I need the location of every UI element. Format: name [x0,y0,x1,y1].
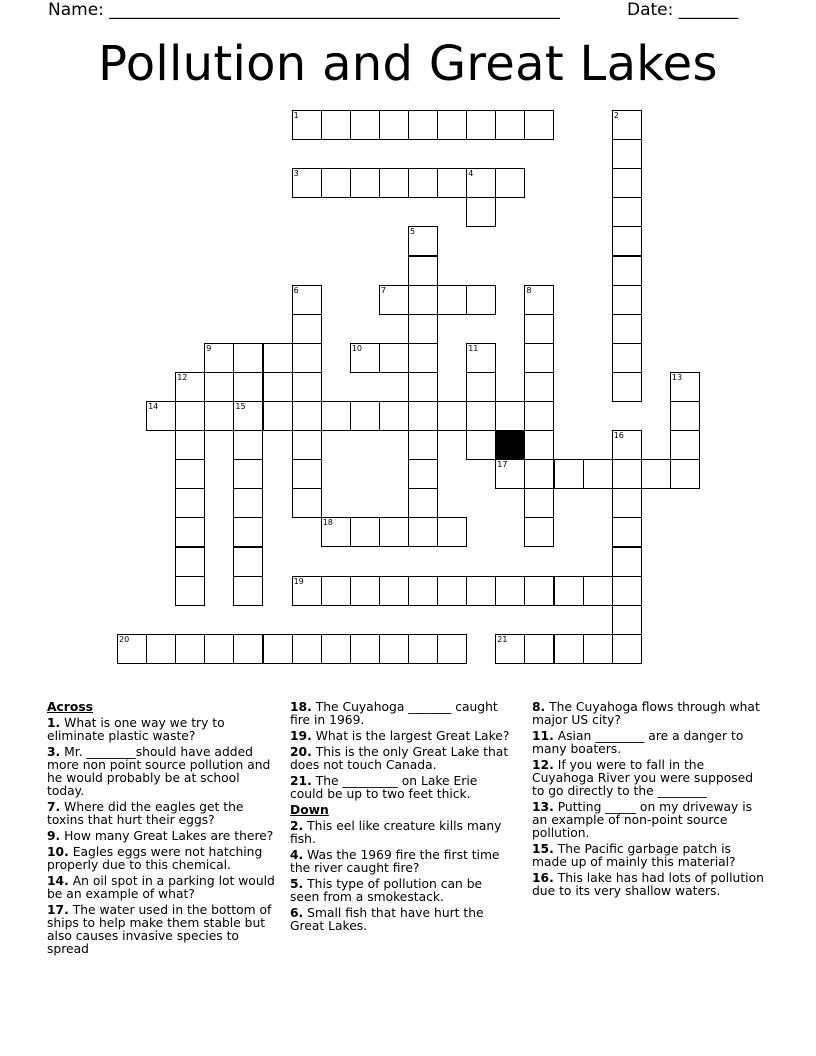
grid-cell[interactable] [350,168,380,198]
clue-across-3: 3. Mr. ________should have added more non point source pollution and he would probably be at school today. [47,745,271,798]
grid-cell[interactable] [175,430,205,460]
grid-cell[interactable] [670,459,700,489]
grid-cell[interactable] [408,488,438,518]
grid-cell[interactable] [263,343,293,373]
grid-cell[interactable] [408,226,438,256]
grid-cell[interactable] [670,401,700,431]
grid-cell[interactable] [466,110,496,140]
clue-across-7: 7. Where did the eagles get the toxins that hurt their eggs? [47,800,244,827]
clue-column-3 [532,701,768,901]
grid-cell[interactable] [612,430,642,460]
grid-cell[interactable] [495,634,525,664]
grid-cell[interactable] [175,372,205,402]
grid-cell[interactable] [408,285,438,315]
grid-cell[interactable] [495,459,525,489]
grid-cell[interactable] [350,517,380,547]
grid-cell[interactable] [408,634,438,664]
clue-down-5: 5. This type of pollution can be seen from a smokestack. [290,877,483,904]
down-heading: Down [290,803,329,817]
grid-cell[interactable] [233,547,263,577]
clue-number: 7 [380,285,386,295]
grid-cell[interactable] [263,372,293,402]
clue-number: 12 [177,372,188,382]
grid-cell[interactable] [437,517,467,547]
grid-cell[interactable] [670,430,700,460]
grid-cell[interactable] [612,226,642,256]
grid-cell[interactable] [379,168,409,198]
name-field[interactable] [48,0,560,20]
grid-cell[interactable] [466,576,496,606]
grid-cell[interactable] [204,634,234,664]
grid-cell[interactable] [612,256,642,286]
name-blank[interactable]: _____________________________________________________ [109,0,560,20]
grid-cell[interactable] [524,576,554,606]
grid-cell[interactable] [408,256,438,286]
clue-down-4: 4. Was the 1969 fire the first time the river caught fire? [290,848,500,875]
grid-cell[interactable] [175,459,205,489]
grid-cell[interactable] [350,634,380,664]
grid-cell[interactable] [233,343,263,373]
date-blank[interactable]: _______ [678,0,739,20]
grid-cell[interactable] [408,372,438,402]
clue-number: 21 [497,634,508,644]
grid-cell[interactable] [379,401,409,431]
clue-across-21: 21. The _________ on Lake Erie could be up to two feet thick. [290,774,478,801]
grid-cell[interactable] [437,634,467,664]
grid-cell[interactable] [292,372,322,402]
grid-cell[interactable] [612,139,642,169]
clue-down-8: 8. The Cuyahoga flows through what major US city? [532,700,760,727]
grid-cell[interactable] [321,401,351,431]
grid-cell[interactable] [379,576,409,606]
clue-number: 4 [468,169,474,179]
grid-cell[interactable] [612,343,642,373]
clue-number: 17 [497,460,508,470]
grid-cell[interactable] [292,314,322,344]
grid-cell[interactable] [437,110,467,140]
grid-cell[interactable] [437,401,467,431]
grid-cell[interactable] [350,343,380,373]
clue-down-12: 12. If you were to fall in the Cuyahoga River you were supposed to go directly to the ________ [532,758,754,798]
grid-cell[interactable] [233,459,263,489]
clue-across-20: 20. This is the only Great Lake that does not touch Canada. [290,745,509,772]
grid-cell[interactable] [233,576,263,606]
clue-across-17: 17. The water used in the bottom of ships to help make them stable but also causes invasive species to spread [47,903,272,956]
grid-cell[interactable] [612,168,642,198]
grid-cell[interactable] [583,576,613,606]
grid-cell[interactable] [292,285,322,315]
grid-cell[interactable] [292,634,322,664]
name-label: Name: [48,0,110,20]
puzzle-title: Pollution and Great Lakes [98,36,718,92]
grid-cell[interactable] [524,430,554,460]
grid-cell[interactable] [408,168,438,198]
clue-number: 8 [526,285,532,295]
clue-number: 5 [410,227,416,237]
grid-cell[interactable] [321,168,351,198]
grid-cell[interactable] [466,372,496,402]
grid-cell[interactable] [466,197,496,227]
clue-across-9: 9. How many Great Lakes are there? [47,829,274,843]
grid-cell[interactable] [437,285,467,315]
grid-cell[interactable] [233,372,263,402]
clue-number: 10 [351,343,362,353]
grid-cell[interactable] [524,634,554,664]
clue-number: 2 [613,111,619,120]
grid-cell[interactable] [292,110,322,140]
grid-cell[interactable] [233,430,263,460]
black-square [495,430,525,460]
grid-cell[interactable] [612,197,642,227]
clue-across-14: 14. An oil spot in a parking lot would be an example of what? [47,874,275,901]
clue-number: 3 [293,169,299,179]
clue-number: 11 [468,343,479,353]
grid-cell[interactable] [524,517,554,547]
grid-cell[interactable] [583,459,613,489]
grid-cell[interactable] [292,401,322,431]
grid-cell[interactable] [524,401,554,431]
grid-cell[interactable] [233,517,263,547]
grid-cell[interactable] [292,576,322,606]
clue-across-18: 18. The Cuyahoga _______ caught fire in 1969. [290,700,498,727]
grid-cell[interactable] [495,168,525,198]
grid-cell[interactable] [524,314,554,344]
grid-cell[interactable] [670,372,700,402]
clue-number: 16 [613,431,624,441]
clue-down-16: 16. This lake has had lots of pollution due to its very shallow waters. [532,871,764,898]
clue-down-13: 13. Putting _____ on my driveway is an example of non-point source pollution. [532,800,753,840]
grid-cell[interactable] [175,517,205,547]
grid-cell[interactable] [408,314,438,344]
grid-cell[interactable] [466,343,496,373]
grid-cell[interactable] [524,459,554,489]
grid-cell[interactable] [437,168,467,198]
across-heading: Across [47,700,93,714]
grid-cell[interactable] [263,634,293,664]
date-field[interactable] [627,0,738,20]
grid-cell[interactable] [292,430,322,460]
grid-cell[interactable] [583,634,613,664]
grid-cell[interactable] [524,488,554,518]
grid-cell[interactable] [612,488,642,518]
grid-cell[interactable] [146,634,176,664]
clue-number: 13 [671,372,683,382]
grid-cell[interactable] [524,372,554,402]
grid-cell[interactable] [612,634,642,664]
grid-cell[interactable] [408,576,438,606]
grid-cell[interactable] [233,401,263,431]
grid-cell[interactable] [350,401,380,431]
grid-cell[interactable] [350,576,380,606]
clue-number: 20 [119,634,130,644]
grid-cell[interactable] [175,576,205,606]
clue-column-2 [290,701,512,936]
grid-cell[interactable] [379,343,409,373]
grid-cell[interactable] [554,634,584,664]
grid-cell[interactable] [408,110,438,140]
clue-number: 18 [322,518,333,528]
grid-cell[interactable] [408,430,438,460]
grid-cell[interactable] [612,285,642,315]
grid-cell[interactable] [204,401,234,431]
grid-cell[interactable] [466,285,496,315]
clue-across-19: 19. What is the largest Great Lake? [290,729,510,743]
grid-cell[interactable] [233,488,263,518]
grid-cell[interactable] [379,285,409,315]
grid-cell[interactable] [612,372,642,402]
grid-cell[interactable] [612,110,642,140]
grid-cell[interactable] [117,634,147,664]
grid-cell[interactable] [175,401,205,431]
clue-number: 15 [235,402,246,411]
grid-cell[interactable] [408,401,438,431]
clue-number: 6 [293,285,299,295]
grid-cell[interactable] [263,401,293,431]
clue-number: 1 [293,111,299,120]
grid-cell[interactable] [408,517,438,547]
grid-cell[interactable] [466,168,496,198]
clue-number: 9 [206,343,212,353]
clue-across-10: 10. Eagles eggs were not hatching properly due to this chemical. [47,845,263,872]
grid-cell[interactable] [554,576,584,606]
grid-cell[interactable] [524,343,554,373]
grid-cell[interactable] [292,343,322,373]
grid-cell[interactable] [408,343,438,373]
grid-cell[interactable] [408,459,438,489]
grid-cell[interactable] [321,517,351,547]
grid-cell[interactable] [292,459,322,489]
grid-cell[interactable] [321,634,351,664]
grid-cell[interactable] [204,372,234,402]
date-label: Date: [627,0,679,20]
clue-down-11: 11. Asian ________ are a danger to many boaters. [532,729,744,756]
grid-cell[interactable] [379,110,409,140]
clue-down-15: 15. The Pacific garbage patch is made up of mainly this material? [532,842,736,869]
grid-cell[interactable] [612,605,642,635]
grid-cell[interactable] [175,634,205,664]
clue-down-2: 2. This eel like creature kills many fish. [290,819,502,846]
clue-number: 14 [148,402,159,411]
clue-across-1: 1. What is one way we try to eliminate plastic waste? [47,716,225,743]
clue-column-1 [47,701,279,959]
grid-cell[interactable] [612,547,642,577]
grid-cell[interactable] [379,634,409,664]
grid-cell[interactable] [321,576,351,606]
grid-cell[interactable] [495,401,525,431]
grid-cell[interactable] [612,459,642,489]
grid-cell[interactable] [292,488,322,518]
grid-cell[interactable] [524,110,554,140]
grid-cell[interactable] [437,576,467,606]
grid-cell[interactable] [321,110,351,140]
grid-cell[interactable] [350,110,380,140]
grid-cell[interactable] [466,401,496,431]
grid-cell[interactable] [495,576,525,606]
grid-cell[interactable] [641,459,671,489]
grid-cell[interactable] [554,459,584,489]
grid-cell[interactable] [204,343,234,373]
grid-cell[interactable] [466,430,496,460]
clue-number: 19 [293,576,304,586]
grid-cell[interactable] [612,314,642,344]
grid-cell[interactable] [146,401,176,431]
grid-cell[interactable] [495,110,525,140]
grid-cell[interactable] [612,517,642,547]
grid-cell[interactable] [292,168,322,198]
grid-cell[interactable] [175,488,205,518]
grid-cell[interactable] [233,634,263,664]
clue-down-6: 6. Small fish that have hurt the Great Lakes. [290,906,484,933]
grid-cell[interactable] [612,576,642,606]
grid-cell[interactable] [175,547,205,577]
grid-cell[interactable] [524,285,554,315]
grid-cell[interactable] [379,517,409,547]
